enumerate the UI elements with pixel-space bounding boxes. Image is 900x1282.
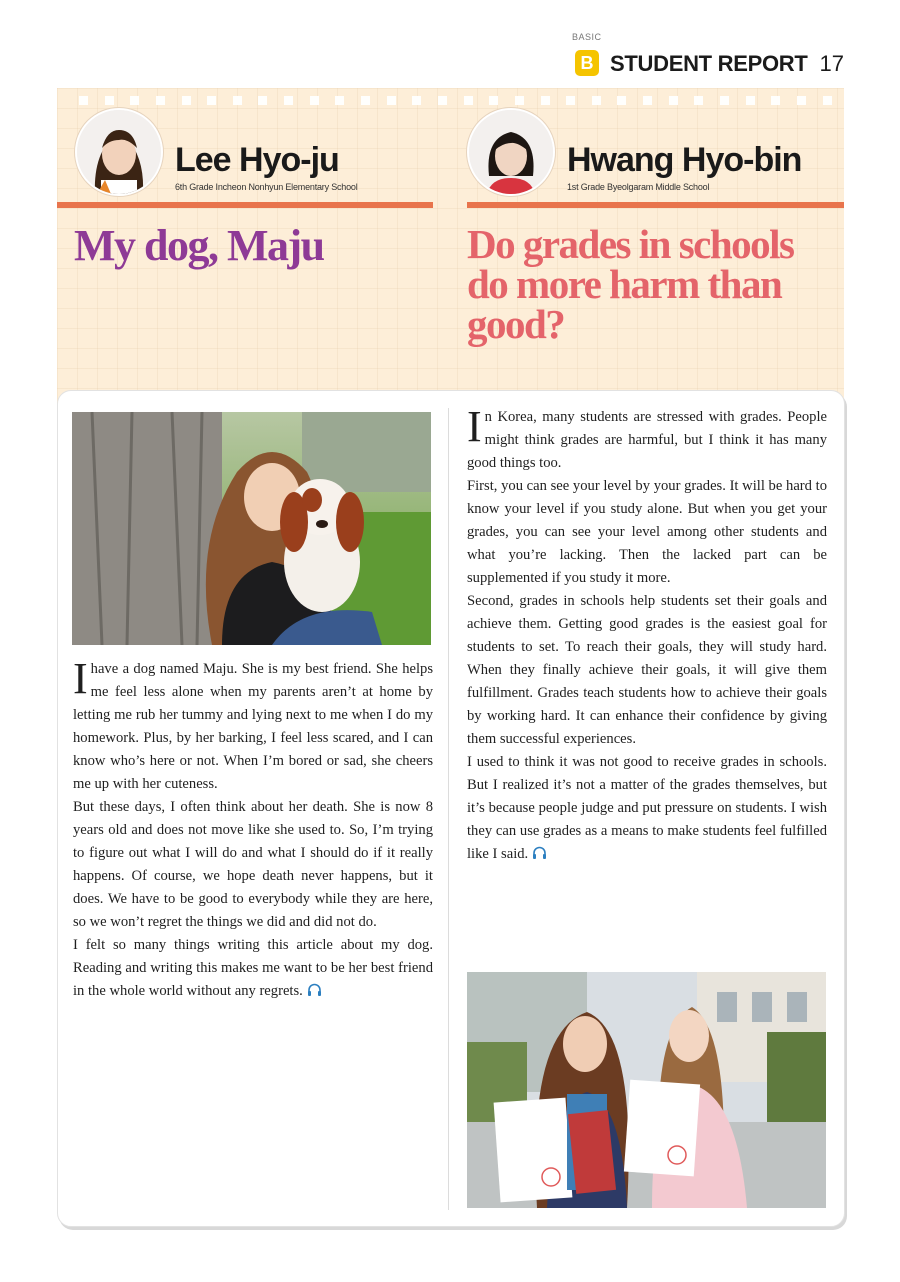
section-title: STUDENT REPORT: [610, 51, 808, 76]
paragraph: First, you can see your level by your grades. It will be hard to know your level if you study alone. But when you get your grades, you can see your level among other students and what you’re lacking. Then the lacked part can be supplemented if you study it more.: [467, 478, 827, 586]
drop-cap: I: [73, 654, 88, 703]
banner-dot-border: [79, 96, 832, 106]
drop-cap: I: [467, 402, 482, 451]
article-title-left: My dog, Maju: [74, 221, 324, 270]
dog-photo: [72, 412, 431, 645]
page-number: 17: [819, 51, 844, 76]
article-body-right: [467, 402, 827, 868]
article-title-right: Do grades in schools do more harm than good?: [467, 221, 794, 347]
paragraph: [467, 402, 827, 475]
paragraph: Second, grades in schools help students set their goals and achieve them. Getting good grades is the easiest goal for students to set. To reach their goals, they will study hard. When they finally achieve their goals, it will give them fulfillment. Grades teach students how to achieve their goals by working hard. It can enhance their confidence by giving them successful experiences.: [467, 593, 827, 747]
students-photo: [467, 972, 826, 1208]
logo-letter: B: [575, 50, 599, 76]
author-school: 1st Grade Byeolgaram Middle School: [567, 182, 710, 192]
column-divider: [448, 408, 449, 1210]
headphones-icon[interactable]: [532, 845, 547, 868]
page-header: [572, 28, 844, 78]
paragraph: [467, 751, 827, 868]
right-accent-rule: [467, 202, 844, 208]
logo-small-text: BASIC: [572, 32, 602, 42]
author-school: 6th Grade Incheon Nonhyun Elementary School: [175, 182, 358, 192]
headphones-icon[interactable]: [307, 982, 322, 1005]
avatar: [75, 108, 163, 196]
paragraph-text: have a dog named Maju. She is my best friend. She helps me feel less alone when my parents aren’t at home by letting me rub her tummy and lying next to me when I do my homework. Plus, by her barking, I feel less scared, and I can know who’s here or not. When I’m bored or sad, she cheers me up with her cuteness.: [73, 661, 433, 792]
author-name: Hwang Hyo-bin: [567, 141, 802, 179]
article-body-left: [73, 654, 433, 1005]
paragraph: But these days, I often think about her death. She is now 8 years old and does not move like she used to. So, I’m trying to figure out what I will do and what I should do if it really happens. Of course, we hope death never happens, but it does. We have to be good to everybody while they are here, so we won’t regret the things we did and did not do.: [73, 799, 433, 930]
paragraph-text: I felt so many things writing this article about my dog. Reading and writing this makes me want to be her best friend in the whole world without any regrets.: [73, 937, 433, 999]
left-accent-rule: [57, 202, 433, 208]
paragraph-text: I used to think it was not good to receive grades in schools. But I realized it’s not a matter of the grades themselves, but it’s because people judge and put pressure on students. I wish they can use grades as a means to make students feel fulfilled like I said.: [467, 754, 827, 862]
basic-logo: [572, 32, 602, 78]
avatar: [467, 108, 555, 196]
paragraph-text: n Korea, many students are stressed with grades. People might think grades are harmful, but I think it has many good things too.: [467, 409, 827, 471]
paragraph: [73, 654, 433, 796]
author-name: Lee Hyo-ju: [175, 141, 339, 179]
paragraph: [73, 934, 433, 1005]
